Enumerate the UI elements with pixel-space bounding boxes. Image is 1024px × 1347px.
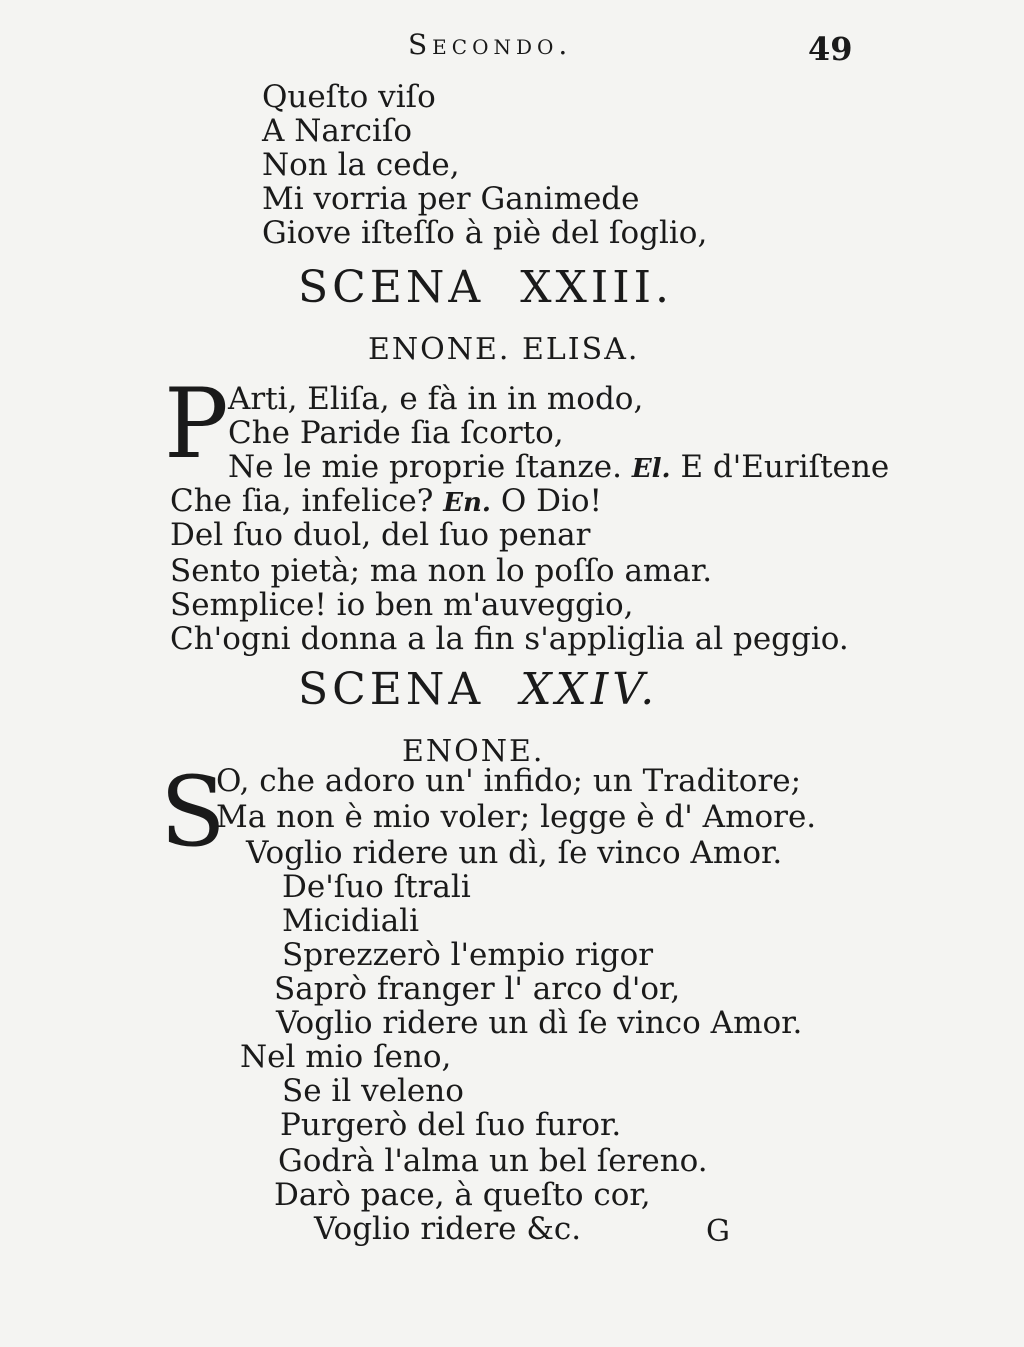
verse-line: Del ſuo duol, del ſuo penar: [170, 517, 591, 553]
verse-text: E d'Euriſtene: [680, 449, 890, 485]
drop-cap: S: [160, 756, 226, 868]
verse-line: [228, 449, 890, 485]
verse-line: Sento pietà; ma non lo poſſo amar.: [170, 553, 713, 589]
verse-line: Ch'ogni donna a la fin s'appliglia al peggio.: [170, 621, 849, 657]
verse-line: Purgerò del ſuo furor.: [280, 1107, 622, 1143]
verse-line: Darò pace, à queſto cor,: [274, 1177, 651, 1213]
verse-line: Godrà l'alma un bel ſereno.: [278, 1143, 708, 1179]
drop-cap: P: [164, 368, 229, 480]
scene-number: XXIV.: [520, 664, 659, 715]
verse-line: Voglio ridere un dì ſe vinco Amor.: [276, 1005, 803, 1041]
verse-line: Arti, Eliſa, e fà in in modo,: [228, 381, 644, 417]
scene-characters: ENONE. ELISA.: [368, 332, 640, 367]
speaker-tag: En.: [443, 488, 491, 518]
verse-line: Ma non è mio voler; legge è d' Amore.: [216, 799, 817, 835]
verse-line: Nel mio ſeno,: [240, 1039, 452, 1075]
verse-line: Voglio ridere un dì, ſe vinco Amor.: [246, 835, 783, 871]
verse-text: Ne le mie proprie ſtanze.: [228, 449, 622, 485]
scene-heading: [298, 262, 673, 313]
verse-line: Queſto viſo: [262, 79, 436, 115]
scene-word: SCENA: [298, 664, 485, 715]
verse-line: Che Paride ſia ſcorto,: [228, 415, 564, 451]
verse-line: Saprò franger l' arco d'or,: [274, 971, 681, 1007]
verse-line: Sprezzerò l'empio rigor: [282, 937, 654, 973]
scene-number: XXIII.: [520, 262, 673, 313]
verse-line: O, che adoro un' infido; un Traditore;: [216, 763, 802, 799]
verse-line: Semplice! io ben m'auveggio,: [170, 587, 634, 623]
verse-line: De'ſuo ſtrali: [282, 869, 471, 905]
scene-characters: ENONE.: [402, 734, 545, 769]
running-head: Secondo.: [408, 28, 573, 61]
scene-word: SCENA: [298, 262, 485, 313]
verse-line: Non la cede,: [262, 147, 460, 183]
verse-line: Se il veleno: [282, 1073, 464, 1109]
signature-mark: G: [706, 1214, 730, 1249]
verse-line: Giove iſteſſo à piè del ſoglio,: [262, 215, 708, 251]
verse-line: A Narciſo: [262, 113, 413, 149]
scene-heading: [298, 664, 658, 715]
verse-text: Che ſia, infelice?: [170, 483, 434, 519]
speaker-tag: El.: [631, 454, 671, 484]
verse-line: Voglio ridere &c.: [314, 1211, 582, 1247]
verse-line: Mi vorria per Ganimede: [262, 181, 640, 217]
page-number: 49: [808, 30, 853, 68]
verse-line: [170, 483, 602, 519]
verse-text: O Dio!: [500, 483, 602, 519]
verse-line: Micidiali: [282, 903, 420, 939]
